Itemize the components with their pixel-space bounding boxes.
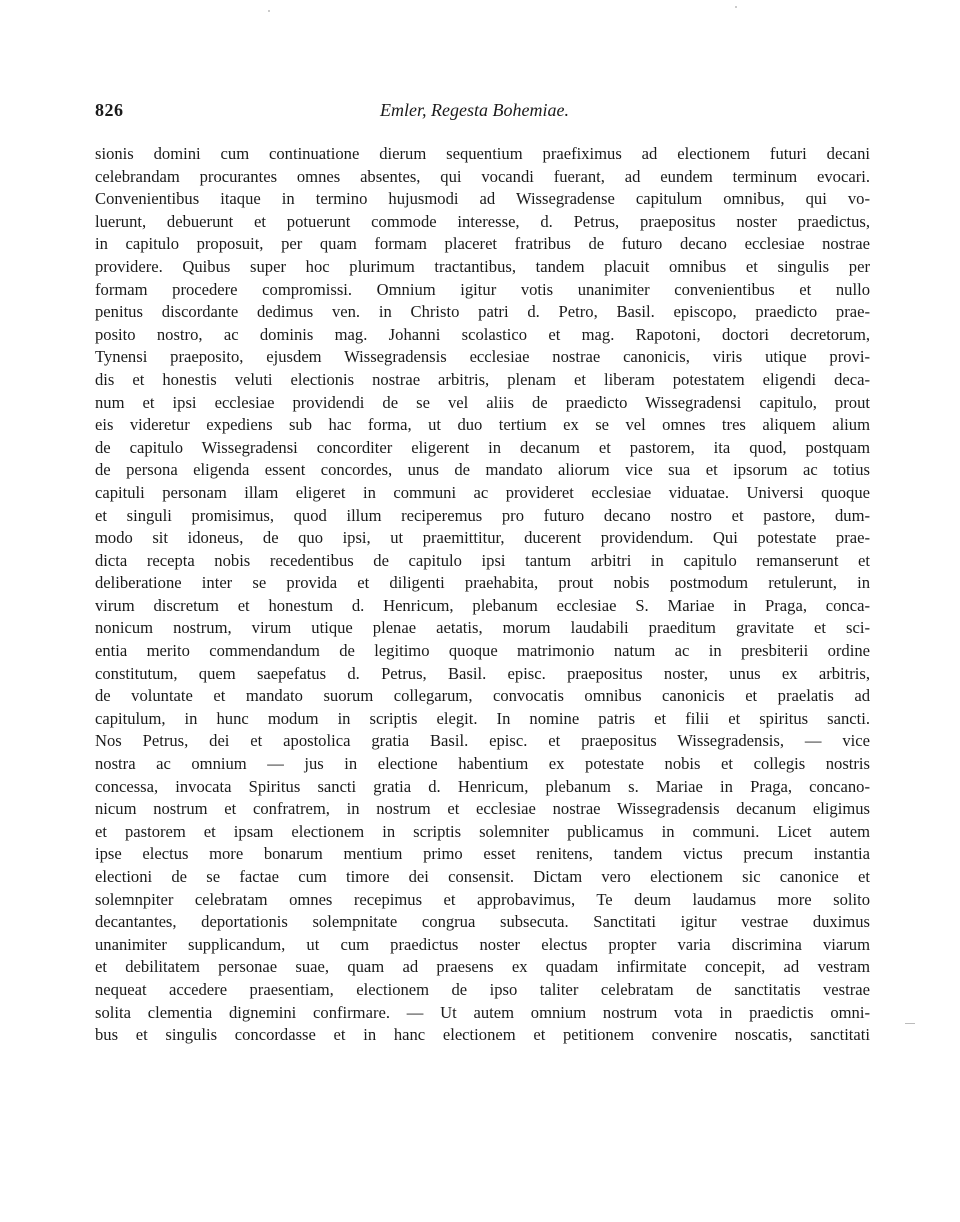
text-line: Convenientibus itaque in termino hujusmodi ad Wissegradense capitulum omnibus, qui vo- — [95, 189, 870, 209]
text-line: virum discretum et honestum d. Henricum, plebanum ecclesiae S. Mariae in Praga, conca- — [95, 595, 870, 615]
text-line: de persona eligenda essent concordes, unus de mandato aliorum vice sua et ipsorum ac totius — [95, 460, 870, 480]
text-line: providere. Quibus super hoc plurimum tractantibus, tandem placuit omnibus et singulis per — [95, 256, 870, 276]
text-line: capituli personam illam eligeret in communi ac provideret ecclesiae viduatae. Universi quoque — [95, 482, 870, 502]
text-line: Nos Petrus, dei et apostolica gratia Basil. episc. et praepositus Wissegradensis, — vice — [95, 731, 870, 751]
scan-speck — [268, 10, 270, 12]
text-line: et pastorem et ipsam electionem in scriptis solemniter publicamus in communi. Licet autem — [95, 821, 870, 841]
text-line: electioni de se factae cum timore dei consensit. Dictam vero electionem sic canonice et — [95, 867, 870, 886]
page-number: 826 — [95, 100, 124, 120]
text-line: concessa, invocata Spiritus sancti gratia d. Henricum, plebanum s. Mariae in Praga, concano- — [95, 776, 870, 796]
text-line: decantantes, deportationis solempnitate congrua subsecuta. Sanctitati igitur vestrae duximus — [95, 912, 870, 932]
text-line: num et ipsi ecclesiae providendi de se vel aliis de praedicto Wissegradensi capitulo, prout — [95, 392, 870, 412]
text-line: capitulum, in hunc modum in scriptis elegit. In nomine patris et filii et spiritus sancti. — [95, 708, 870, 728]
text-line: de voluntate et mandato suorum collegarum, convocatis omnibus canonicis et praelatis ad — [95, 686, 870, 706]
text-line: ipse electus more bonarum mentium primo esset renitens, tandem victus precum instantia — [95, 844, 870, 864]
text-line: formam procedere compromissi. Omnium igitur votis unanimiter convenientibus et nullo — [95, 279, 870, 299]
text-line: penitus discordante dedimus ven. in Christo patri d. Petro, Basil. episcopo, praedicto prae- — [95, 302, 870, 322]
text-line: constitutum, quem saepefatus d. Petrus, Basil. episc. praepositus noster, unus ex arbitris, — [95, 663, 870, 683]
text-line: dicta recepta nobis recedentibus de capitulo ipsi tantum arbitri in capitulo remanserunt et — [95, 550, 870, 570]
text-line: nicum nostrum et confratrem, in nostrum et ecclesiae nostrae Wissegradensis decanum eligimus — [95, 799, 870, 819]
body-text — [95, 143, 870, 1047]
text-line: luerunt, debuerunt et potuerunt commode interesse, d. Petrus, praepositus noster praedictus, — [95, 211, 870, 231]
text-line: eis videretur expediens sub hac forma, ut duo tertium ex se vel omnes tres aliquem alium — [95, 415, 870, 435]
text-line: solita clementia dignemini confirmare. — Ut autem omnium nostrum vota in praedictis omni- — [95, 1002, 870, 1022]
scan-speck — [735, 6, 737, 8]
text-line: entia merito commendandum de legitimo quoque matrimonio natum ac in presbiterii ordine — [95, 641, 870, 661]
scan-speck — [905, 1023, 915, 1024]
text-line: nonicum nostrum, virum utique plenae aetatis, morum laudabili praeditum gravitate et sci- — [95, 618, 870, 638]
text-line: de capitulo Wissegradensi concorditer eligerent in decanum et pastorem, ita quod, postquam — [95, 437, 870, 457]
text-line: celebrandam procurantes omnes absentes, qui vocandi fuerant, ad eundem terminum evocari. — [95, 166, 870, 186]
running-title: Emler, Regesta Bohemiae. — [380, 100, 569, 120]
text-line: nostra ac omnium — jus in electione habentium ex potestate nobis et collegis nostris — [95, 754, 870, 774]
page-header — [95, 100, 870, 126]
text-line: in capitulo proposuit, per quam formam placeret fratribus de futuro decano ecclesiae nostrae — [95, 234, 870, 254]
text-line: et singuli promisimus, quod illum reciperemus pro futuro decano nostro et pastore, dum- — [95, 505, 870, 525]
text-line: deliberatione inter se provida et diligenti praehabita, prout nobis postmodum retulerunt, in — [95, 573, 870, 593]
text-line: solemnpiter celebratam omnes recepimus et approbavimus, Te deum laudamus more solito — [95, 889, 870, 909]
text-line: modo sit idoneus, de quo ipsi, ut praemittitur, ducerent providendum. Qui potestate prae- — [95, 528, 870, 548]
text-line: Tynensi praeposito, ejusdem Wissegradensis ecclesiae nostrae canonicis, viris utique provi- — [95, 347, 870, 367]
text-line: dis et honestis veluti electionis nostrae arbitris, plenam et liberam potestatem eligendi deca- — [95, 369, 870, 389]
text-line: unanimiter supplicandum, ut cum praedictus noster electus propter varia discrimina viarum — [95, 934, 870, 954]
text-line: nequeat accedere praesentiam, electionem de ipso taliter celebratam de sanctitatis vestrae — [95, 979, 870, 999]
text-line: bus et singulis concordasse et in hanc electionem et petitionem convenire noscatis, sanctitati — [95, 1025, 870, 1045]
text-line: et debilitatem personae suae, quam ad praesens ex quadam infirmitate concepit, ad vestram — [95, 957, 870, 977]
text-line: sionis domini cum continuatione dierum sequentium praefiximus ad electionem futuri decani — [95, 144, 870, 163]
text-line: posito nostro, ac dominis mag. Johanni scolastico et mag. Rapotoni, doctori decretorum, — [95, 324, 870, 344]
